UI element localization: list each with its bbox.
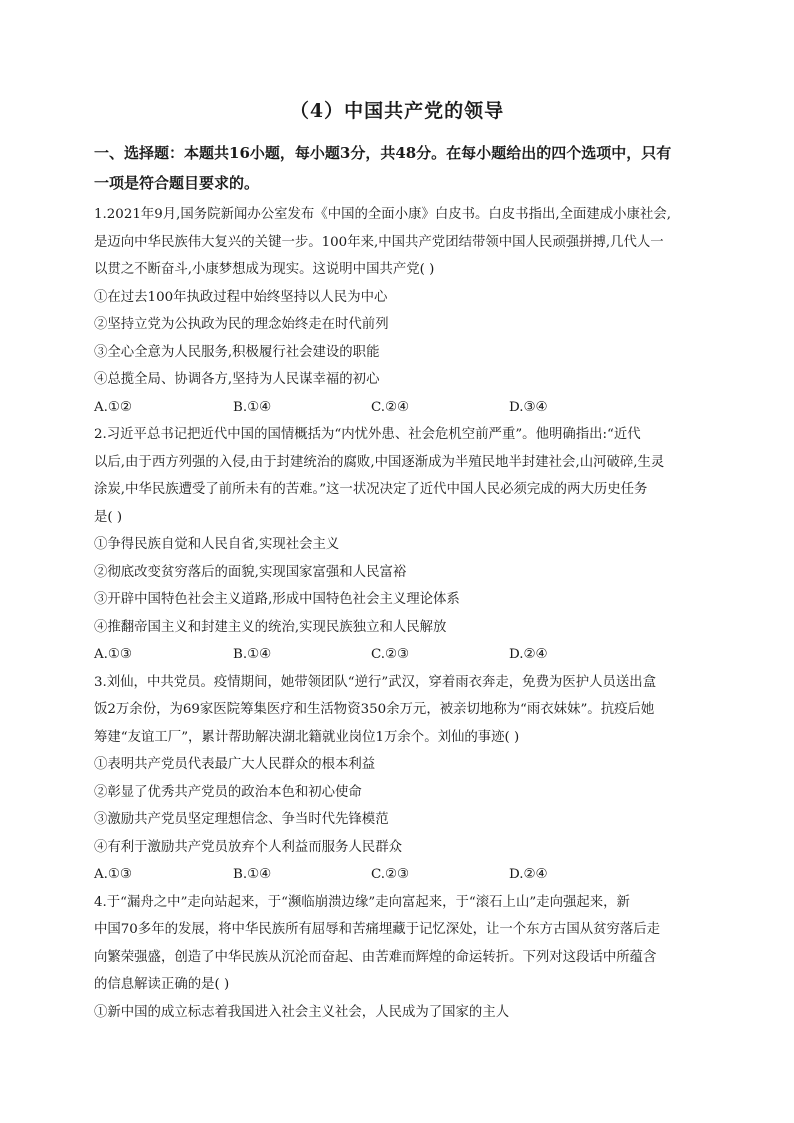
question-3 bbox=[94, 669, 706, 889]
statement-option: ②彰显了优秀共产党员的政治本色和初心使命 bbox=[94, 784, 362, 800]
choice-b: B.①④ bbox=[233, 867, 272, 882]
question-stem-line: 向繁荣强盛，创造了中华民族从沉沦而奋起、由苦难而辉煌的命运转折。下列对这段话中所蕴含 bbox=[94, 949, 657, 965]
statement-option: ④有利于激励共产党员放弃个人利益而服务人民群众 bbox=[94, 839, 402, 855]
question-4 bbox=[94, 889, 706, 1027]
choice-a: A.①② bbox=[94, 399, 132, 415]
statement-option: ③激励共产党员坚定理想信念、争当时代先锋模范 bbox=[94, 812, 389, 827]
answer-choices bbox=[94, 861, 706, 889]
section-heading-line: 一项是符合题目要求的。 bbox=[94, 174, 260, 192]
choice-c: C.②④ bbox=[371, 399, 410, 415]
question-stem-line: 饭2万余份，为69家医院筹集医疗和生活物资350余万元，被亲切地称为“雨衣妹妹”。抗疫后她 bbox=[94, 702, 655, 717]
choice-b: B.①④ bbox=[233, 399, 272, 415]
section-heading bbox=[94, 138, 704, 198]
statement-option: ④推翻帝国主义和封建主义的统治,实现民族独立和人民解放 bbox=[94, 619, 447, 635]
section-heading-line: 一、选择题：本题共16小题，每小题3分，共48分。在每小题给出的四个选项中，只有 bbox=[94, 144, 672, 162]
statement-option: ②坚持立党为公执政为民的理念始终走在时代前列 bbox=[94, 317, 389, 332]
statement-option: ③全心全意为人民服务,积极履行社会建设的职能 bbox=[94, 344, 380, 360]
question-stem-line: 涂炭,中华民族遭受了前所未有的苦难。”这一状况决定了近代中国人民必须完成的两大历史任务 bbox=[94, 482, 648, 497]
question-2 bbox=[94, 421, 706, 669]
choice-c: C.②③ bbox=[371, 867, 410, 882]
question-1 bbox=[94, 201, 706, 421]
choice-d: D.②④ bbox=[509, 867, 548, 882]
choice-b: B.①④ bbox=[233, 647, 272, 662]
statement-option: ①在过去100年执政过程中始终坚持以人民为中心 bbox=[94, 289, 388, 305]
question-stem-line: 以贯之不断奋斗,小康梦想成为现实。这说明中国共产党( ) bbox=[94, 262, 435, 277]
choice-d: D.③④ bbox=[509, 399, 548, 415]
choice-a: A.①③ bbox=[94, 867, 132, 882]
question-stem-line: 3.刘仙，中共党员。疫情期间，她带领团队“逆行”武汉，穿着雨衣奔走，免费为医护人员送出盒 bbox=[94, 674, 657, 690]
choice-c: C.②③ bbox=[371, 647, 410, 662]
answer-choices bbox=[94, 394, 706, 422]
question-stem-line: 以后,由于西方列强的入侵,由于封建统治的腐败,中国逐渐成为半殖民地半封建社会,山河破碎,生灵 bbox=[94, 454, 665, 470]
statement-option: ③开辟中国特色社会主义道路,形成中国特色社会主义理论体系 bbox=[94, 592, 460, 607]
page-title: （4）中国共产党的领导 bbox=[289, 100, 505, 122]
statement-option: ①新中国的成立标志着我国进入社会主义社会，人民成为了国家的主人 bbox=[94, 1004, 510, 1020]
question-stem-line: 筹建“友谊工厂”，累计帮助解决湖北籍就业岗位1万余个。刘仙的事迹( ) bbox=[94, 729, 520, 745]
statement-option: ②彻底改变贫穷落后的面貌,实现国家富强和人民富裕 bbox=[94, 564, 407, 580]
question-stem-line: 中国70多年的发展，将中华民族所有屈辱和苦痛埋藏于记忆深处，让一个东方古国从贫穷落后走 bbox=[94, 922, 661, 937]
question-stem-line: 4.于“漏舟之中”走向站起来，于“濒临崩溃边缘”走向富起来，于“滚石上山”走向强起来，新 bbox=[94, 894, 630, 910]
statement-option: ④总揽全局、协调各方,坚持为人民谋幸福的初心 bbox=[94, 372, 380, 387]
question-stem-line: 2.习近平总书记把近代中国的国情概括为“内忧外患、社会危机空前严重”。他明确指出:“近代 bbox=[94, 427, 641, 442]
question-stem-line: 1.2021年9月,国务院新闻办公室发布《中国的全面小康》白皮书。白皮书指出,全面建成小康社会, bbox=[94, 207, 671, 222]
question-stem-line: 是( ) bbox=[94, 509, 123, 525]
statement-option: ①表明共产党员代表最广大人民群众的根本利益 bbox=[94, 757, 376, 772]
statement-option: ①争得民族自觉和人民自省,实现社会主义 bbox=[94, 537, 340, 552]
choice-d: D.②④ bbox=[509, 647, 548, 662]
answer-choices bbox=[94, 641, 706, 669]
question-stem-line: 是迈向中华民族伟大复兴的关键一步。100年来,中国共产党团结带领中国人民顽强拼搏,几代人一 bbox=[94, 234, 664, 250]
choice-a: A.①③ bbox=[94, 647, 132, 662]
question-stem-line: 的信息解读正确的是( ) bbox=[94, 977, 230, 992]
question-list bbox=[94, 201, 706, 1026]
